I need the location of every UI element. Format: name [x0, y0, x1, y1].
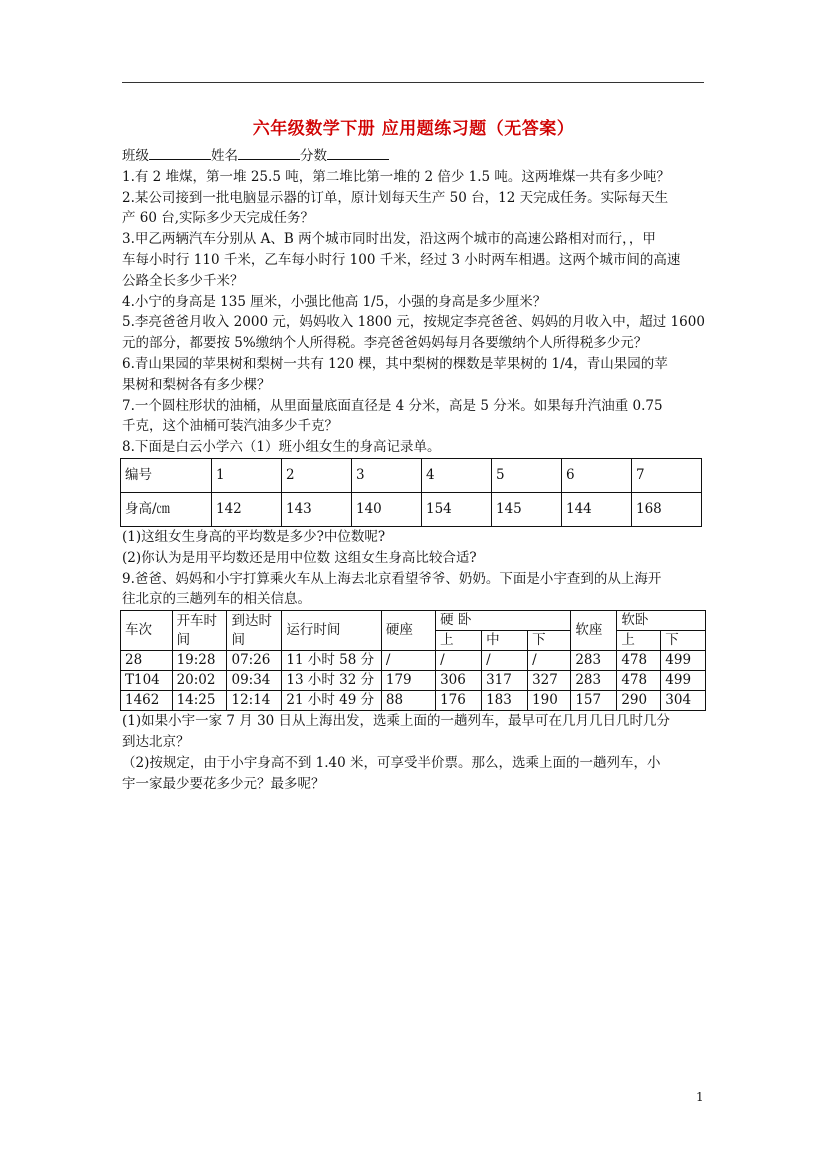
problem-9-question-1-line-2: 到达北京？ [122, 733, 190, 750]
problem-3-line-3: 公路全长多少千米？ [122, 272, 244, 289]
table-row [121, 671, 706, 691]
id-cell: 7 [632, 458, 702, 492]
table-cell: 12:14 [227, 691, 282, 711]
header-soft-seat: 软座 [571, 611, 617, 651]
table-cell: / [436, 651, 482, 671]
problem-9-question-1-line-1: (1)如果小宇一家 7 月 30 日从上海出发，选乘上面的一趟列车，最早可在几月几日几时几分 [122, 713, 671, 730]
train-table [120, 610, 706, 711]
student-info-line [122, 146, 706, 167]
problem-5-line-2: 元的部分，都要按 5%缴纳个人所得税。李亮爸爸妈妈每月各要缴纳个人所得税多少元？ [122, 335, 648, 352]
height-cell: 143 [282, 492, 352, 526]
table-row [121, 691, 706, 711]
table-cell: 283 [571, 671, 617, 691]
id-cell: 4 [422, 458, 492, 492]
page-number: 1 [696, 1090, 704, 1104]
id-cell: 6 [562, 458, 632, 492]
table-cell: 327 [528, 671, 571, 691]
id-cell: 5 [492, 458, 562, 492]
height-cell: 142 [212, 492, 282, 526]
class-label: 班级 [122, 148, 149, 164]
header-hard-sleeper: 硬 卧 [436, 611, 571, 631]
score-label: 分数 [300, 148, 327, 164]
header-hard-upper: 上 [436, 631, 482, 651]
table-cell: 183 [482, 691, 528, 711]
table-cell: 11 小时 58 分 [282, 651, 381, 671]
problem-9-question-2-line-2: 宇一家最少要花多少元？最多呢？ [122, 775, 325, 792]
table-cell: 21 小时 49 分 [282, 691, 381, 711]
id-cell: 1 [212, 458, 282, 492]
table-row [121, 492, 702, 526]
table-cell: 09:34 [227, 671, 282, 691]
problem-3-line-1: 3.甲乙两辆汽车分别从 A、B 两个城市同时出发，沿这两个城市的高速公路相对而行，，甲 [122, 231, 656, 248]
table-row [121, 651, 706, 671]
score-blank [327, 146, 389, 160]
header-depart: 开车时间 [172, 611, 227, 651]
height-cell: 145 [492, 492, 562, 526]
height-table [120, 458, 702, 527]
height-cell: 168 [632, 492, 702, 526]
table-cell: / [482, 651, 528, 671]
problem-8-question-2: (2)你认为是用平均数还是用中位数 这组女生身高比较合适? [122, 549, 477, 566]
table-cell: 07:26 [227, 651, 282, 671]
problem-2-line-2: 产 60 台,实际多少天完成任务？ [122, 210, 315, 227]
name-blank [238, 146, 300, 160]
problem-3-line-2: 车每小时行 110 千米，乙车每小时行 100 千米，经过 3 小时两车相遇。这两个城市间的高速 [122, 251, 681, 268]
table-cell: 499 [661, 671, 706, 691]
table-cell: T104 [121, 671, 173, 691]
table-row [121, 458, 702, 492]
problem-1: 1.有 2 堆煤，第一堆 25.5 吨，第二堆比第一堆的 2 倍少 1.5 吨。这两堆煤一共有多少吨？ [122, 168, 670, 185]
problem-2-line-1: 2.某公司接到一批电脑显示器的订单，原计划每天生产 50 台，12 天完成任务。实际每天生 [122, 189, 669, 206]
header-hard-middle: 中 [482, 631, 528, 651]
table-cell: 478 [617, 671, 661, 691]
header-train-no: 车次 [121, 611, 173, 651]
table-cell: 306 [436, 671, 482, 691]
header-duration: 运行时间 [282, 611, 381, 651]
top-rule [122, 82, 704, 83]
table-cell: 13 小时 32 分 [282, 671, 381, 691]
table-cell: / [528, 651, 571, 671]
name-label: 姓名 [211, 148, 238, 164]
worksheet-body [122, 146, 706, 794]
table-cell: 499 [661, 651, 706, 671]
problem-7-line-1: 7.一个圆柱形状的油桶，从里面量底面直径是 4 分米，高是 5 分米。如果每升汽油重 0.75 [122, 397, 663, 414]
problem-8: 8.下面是白云小学六（1）班小组女生的身高记录单。 [122, 439, 441, 456]
class-blank [149, 146, 211, 160]
header-arrive: 到达时间 [227, 611, 282, 651]
problem-9-question-2-line-1: （2)按规定，由于小宇身高不到 1.40 米，可享受半价票。那么，选乘上面的一趟列车，小 [122, 754, 661, 771]
table-cell: / [381, 651, 435, 671]
height-table-row-label: 编号 [121, 458, 212, 492]
problem-4: 4.小宁的身高是 135 厘米，小强比他高 1/5，小强的身高是多少厘米？ [122, 293, 547, 310]
problem-6-line-2: 果树和梨树各有多少棵？ [122, 376, 271, 393]
page-title: 六年级数学下册 应用题练习题（无答案） [252, 119, 575, 139]
table-cell: 88 [381, 691, 435, 711]
table-cell: 179 [381, 671, 435, 691]
table-cell: 176 [436, 691, 482, 711]
table-cell: 157 [571, 691, 617, 711]
table-cell: 28 [121, 651, 173, 671]
table-cell: 19:28 [172, 651, 227, 671]
problem-5-line-1: 5.李亮爸爸月收入 2000 元，妈妈收入 1800 元，按规定李亮爸爸、妈妈的月收入中，超过 1600 [122, 314, 705, 331]
table-cell: 478 [617, 651, 661, 671]
problem-9-line-2: 往北京的三趟列车的相关信息。 [122, 591, 311, 608]
problem-9-line-1: 9.爸爸、妈妈和小宇打算乘火车从上海去北京看望爷爷、奶奶。下面是小宇查到的从上海开 [122, 570, 662, 587]
problem-7-line-2: 千克，这个油桶可装汽油多少千克？ [122, 418, 338, 435]
id-cell: 3 [352, 458, 422, 492]
header-soft-lower: 下 [661, 631, 706, 651]
header-soft-upper: 上 [617, 631, 661, 651]
id-cell: 2 [282, 458, 352, 492]
table-cell: 14:25 [172, 691, 227, 711]
problem-6-line-1: 6.青山果园的苹果树和梨树一共有 120 棵，其中梨树的棵数是苹果树的 1/4，青山果园的苹 [122, 355, 668, 372]
table-cell: 1462 [121, 691, 173, 711]
height-cell: 140 [352, 492, 422, 526]
table-cell: 190 [528, 691, 571, 711]
header-hard-lower: 下 [528, 631, 571, 651]
table-cell: 20:02 [172, 671, 227, 691]
table-cell: 304 [661, 691, 706, 711]
table-cell: 317 [482, 671, 528, 691]
height-cell: 154 [422, 492, 492, 526]
height-table-row-label: 身高/㎝ [121, 492, 212, 526]
table-row [121, 611, 706, 631]
table-cell: 283 [571, 651, 617, 671]
header-soft-sleeper: 软卧 [617, 611, 706, 631]
problem-8-question-1: (1)这组女生身高的平均数是多少?中位数呢? [122, 528, 386, 545]
height-cell: 144 [562, 492, 632, 526]
header-hard-seat: 硬座 [381, 611, 435, 651]
table-cell: 290 [617, 691, 661, 711]
